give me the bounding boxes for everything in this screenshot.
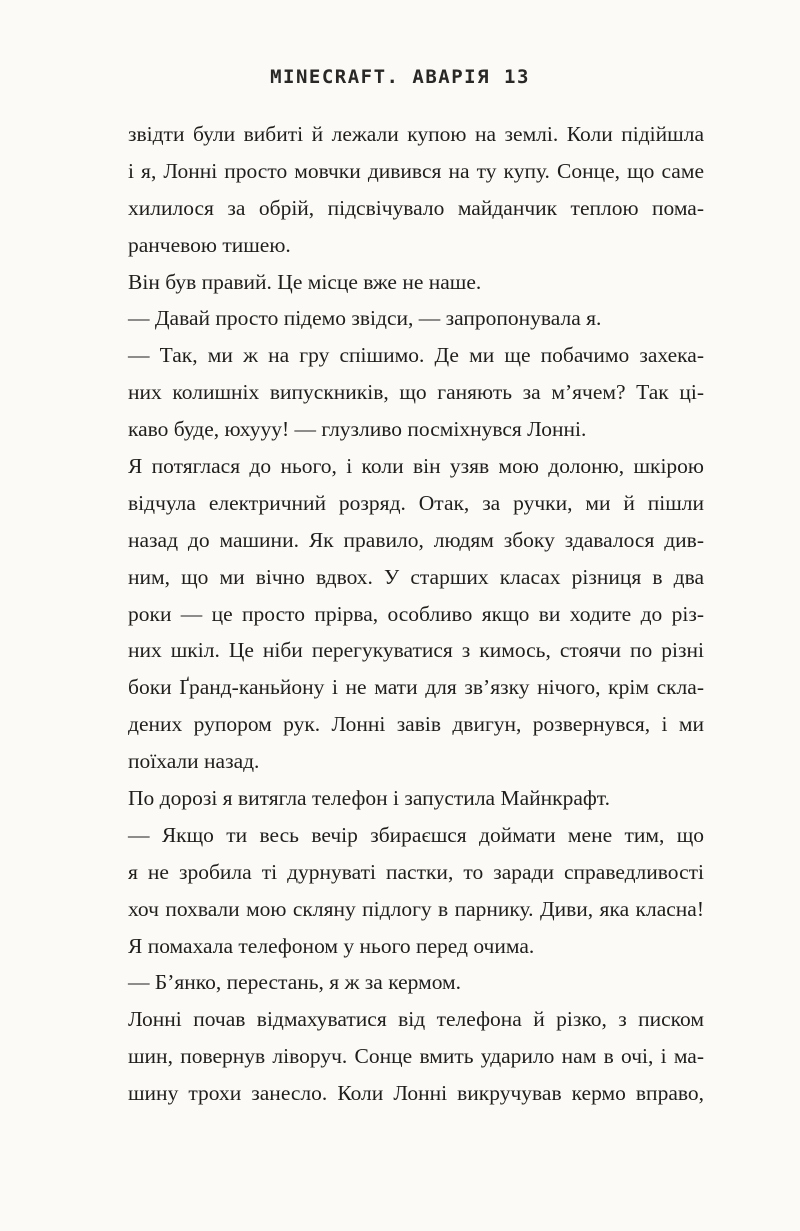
text-line: них шкіл. Це ніби перегукуватися з кимось, стоячи по різні: [128, 638, 704, 663]
paragraph: [128, 448, 704, 780]
text-line: шин, повернув ліворуч. Сонце вмить ударило нам в очі, і ма-: [128, 1044, 704, 1069]
text-line: — Давай просто підемо звідси, — запропонувала я.: [128, 306, 602, 331]
text-line: дених рупором рук. Лонні завів двигун, розвернувся, і ми: [128, 712, 704, 737]
text-line: По дорозі я витягла телефон і запустила Майнкрафт.: [128, 786, 610, 811]
text-line: — Якщо ти весь вечір збираєшся доймати мене тим, що: [128, 822, 704, 847]
paragraph: [128, 337, 704, 448]
text-line: хилилося за обрій, підсвічувало майданчик теплою пома-: [128, 195, 704, 220]
paragraph: [128, 264, 704, 301]
paragraph: [128, 780, 704, 817]
text-line: — Так, ми ж на гру спішимо. Де ми ще побачимо захека-: [128, 343, 704, 368]
text-line: каво буде, юхууу! — глузливо посміхнувся Лонні.: [128, 417, 587, 442]
text-line: Лонні почав відмахуватися від телефона й різко, з писком: [128, 1007, 704, 1032]
text-line: Я помахала телефоном у нього перед очима.: [128, 933, 535, 958]
text-line: ним, що ми вічно вдвох. У старших класах різниця в два: [128, 564, 704, 589]
running-header: [0, 66, 800, 88]
book-title: MINECRAFT. АВАРІЯ: [270, 66, 491, 88]
paragraph: [128, 817, 704, 928]
text-line: роки — це просто прірва, особливо якщо ви ходите до різ-: [128, 601, 704, 626]
text-line: шину трохи занесло. Коли Лонні викручував кермо вправо,: [128, 1081, 704, 1106]
paragraph: [128, 1001, 704, 1112]
text-line: хоч похвали мою скляну підлогу в парнику. Диви, яка класна!: [128, 896, 704, 921]
text-line: Я потяглася до нього, і коли він узяв мою долоню, шкірою: [128, 454, 704, 479]
paragraph: [128, 964, 704, 1001]
body-text: [128, 116, 704, 1112]
text-line: і я, Лонні просто мовчки дивився на ту купу. Сонце, що саме: [128, 158, 704, 183]
text-line: — Б’янко, перестань, я ж за кермом.: [128, 970, 462, 995]
paragraph: [128, 116, 704, 264]
page-number: 13: [504, 66, 530, 88]
text-line: поїхали назад.: [128, 749, 260, 774]
text-line: назад до машини. Як правило, людям збоку здавалося див-: [128, 527, 704, 552]
text-line: Він був правий. Це місце вже не наше.: [128, 269, 482, 294]
text-line: них колишніх випускників, що ганяють за м’ячем? Так ці-: [128, 380, 704, 405]
text-line: я не зробила ті дурнуваті пастки, то заради справедливості: [128, 859, 704, 884]
text-line: боки Ґранд-каньйону і не мати для зв’язку нічого, крім скла-: [128, 675, 704, 700]
text-line: відчула електричний розряд. Отак, за ручки, ми й пішли: [128, 490, 704, 515]
paragraph: [128, 928, 704, 965]
text-line: ранчевою тишею.: [128, 232, 291, 257]
paragraph: [128, 300, 704, 337]
text-line: звідти були вибиті й лежали купою на землі. Коли підійшла: [128, 122, 704, 146]
